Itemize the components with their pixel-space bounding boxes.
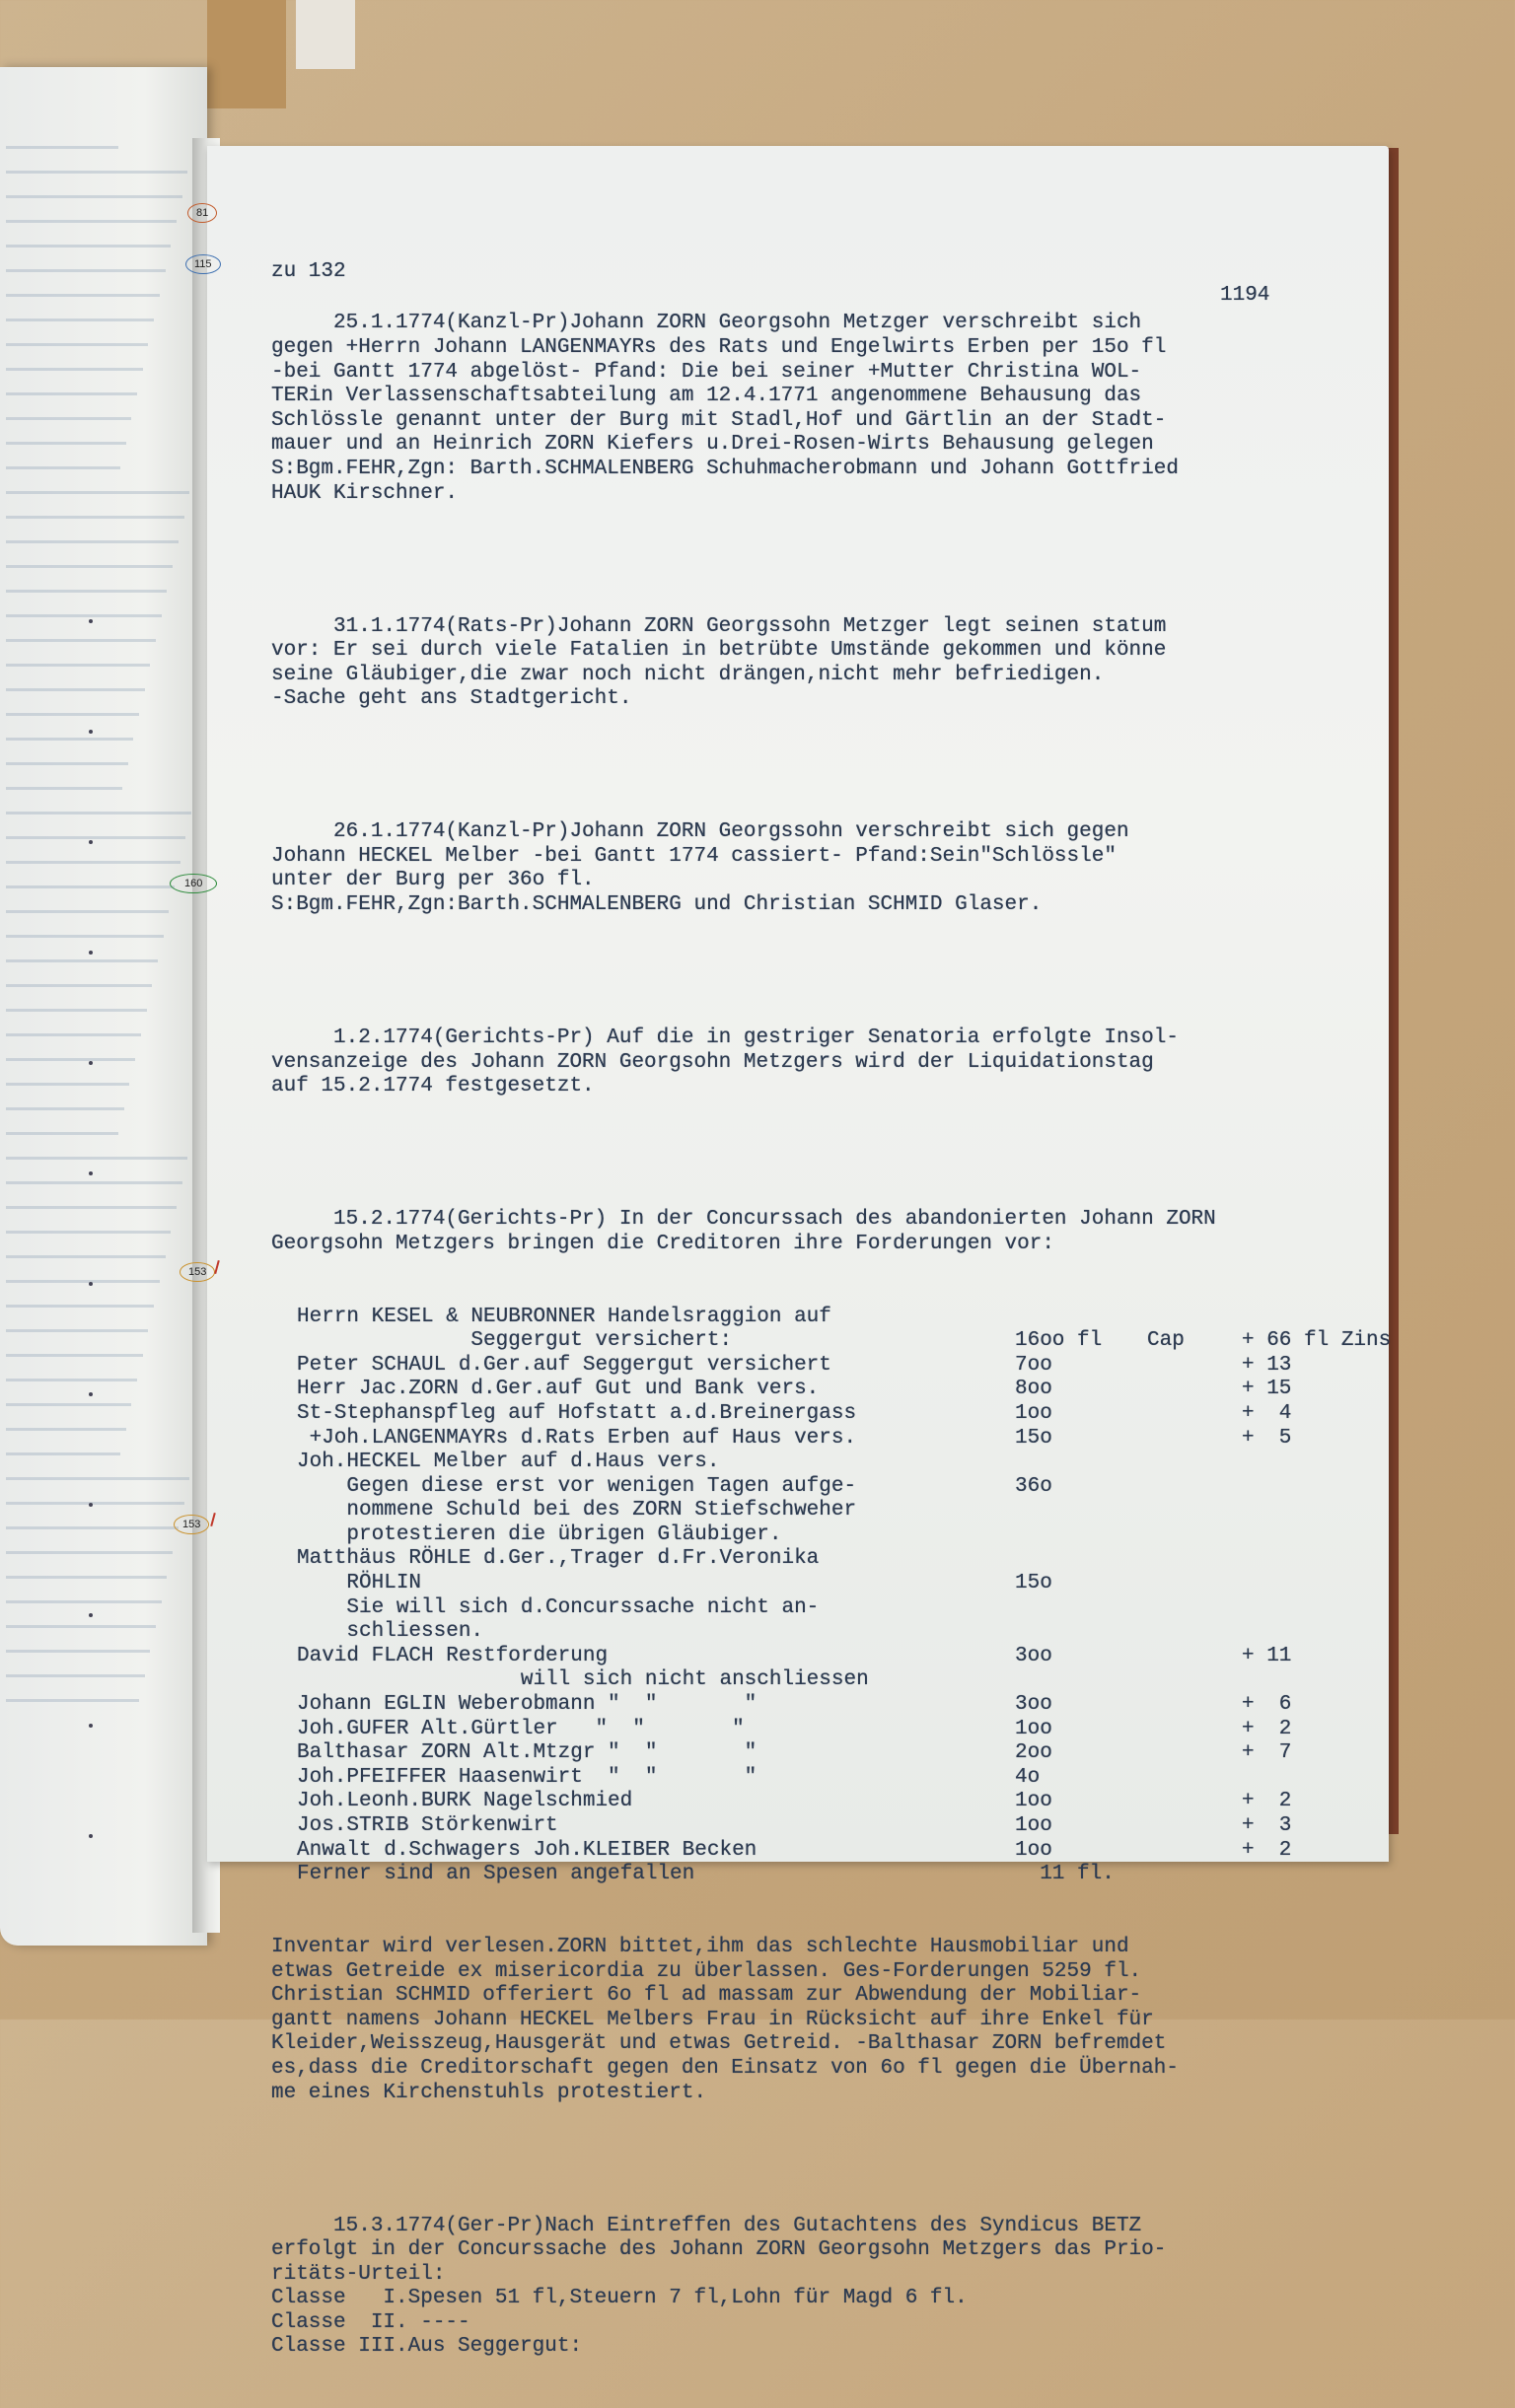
creditor-row [271, 1741, 1371, 1766]
bleed-line [6, 343, 148, 346]
creditor-description: Herr Jac.ZORN d.Ger.auf Gut und Bank vers. [297, 1378, 820, 1401]
creditor-description: +Joh.LANGENMAYRs d.Rats Erben auf Haus vers. [297, 1426, 857, 1450]
bleed-line [6, 910, 169, 913]
margin-note-153a: 153 [180, 1262, 215, 1282]
creditor-interest: + 3 [1242, 1814, 1292, 1837]
creditor-interest: + 7 [1242, 1741, 1292, 1765]
text-line: Classe III.Aus Seggergut: [271, 2335, 583, 2359]
bleed-line [6, 1502, 184, 1505]
book-tab [207, 0, 286, 108]
text-line: 25.1.1774(Kanzl-Pr)Johann ZORN Georgsohn Metzger verschreibt sich [271, 312, 1142, 335]
text-line: Georgsohn Metzgers bringen die Creditoren ihre Forderungen vor: [271, 1232, 1054, 1255]
page-header [271, 236, 1371, 308]
creditor-description: Joh.Leonh.BURK Nagelschmied [297, 1790, 633, 1813]
bleed-line [6, 935, 164, 938]
creditor-interest: + 15 [1242, 1378, 1292, 1401]
bleed-line [6, 639, 156, 642]
creditor-amount: 36o [1015, 1474, 1052, 1498]
creditor-row [271, 1668, 1371, 1693]
creditor-amount: 3oo [1015, 1644, 1052, 1667]
page-number: 1194 [1220, 284, 1270, 308]
margin-dot [89, 1613, 93, 1617]
creditor-row [271, 1354, 1371, 1379]
creditor-description: Ferner sind an Spesen angefallen [297, 1863, 695, 1886]
text-line: ritäts-Urteil: [271, 2262, 446, 2286]
creditor-amount: 3oo [1015, 1693, 1052, 1717]
bleed-line [6, 1058, 135, 1061]
bleed-line [6, 1354, 143, 1357]
creditor-amount: 1oo [1015, 1790, 1052, 1813]
creditor-row [271, 1402, 1371, 1427]
bleed-line [6, 269, 166, 272]
creditor-amount: 7oo [1015, 1353, 1052, 1377]
bleed-line [6, 466, 120, 469]
bleed-line [6, 762, 128, 765]
creditor-row [271, 1523, 1371, 1548]
bleed-line [6, 1107, 124, 1110]
text-line: S:Bgm.FEHR,Zgn:Barth.SCHMALENBERG und Christian SCHMID Glaser. [271, 893, 1043, 917]
margin-tick [210, 1513, 216, 1526]
text-line: auf 15.2.1774 festgesetzt. [271, 1075, 595, 1098]
creditor-row [271, 1572, 1371, 1596]
creditor-row [271, 1620, 1371, 1645]
text-line: Schlössle genannt unter der Burg mit Stadl,Hof und Gärtlin an der Stadt- [271, 408, 1167, 432]
bleed-line [6, 1428, 126, 1431]
bleed-line [6, 195, 182, 198]
text-line: Johann HECKEL Melber -bei Gantt 1774 cassiert- Pfand:Sein"Schlössle" [271, 844, 1117, 868]
entry-31-1-1774 [271, 615, 1371, 712]
margin-dot [89, 1061, 93, 1065]
bleed-line [6, 614, 162, 617]
text-line: -bei Gantt 1774 abgelöst- Pfand: Die bei seiner +Mutter Christina WOL- [271, 360, 1142, 384]
bleed-line [6, 540, 179, 543]
bleed-line [6, 368, 143, 371]
creditor-row [271, 1306, 1371, 1330]
bleed-line [6, 1083, 129, 1086]
creditor-interest: + 13 [1242, 1353, 1292, 1377]
entry-1-2-1774 [271, 1027, 1371, 1099]
bleed-line [6, 516, 184, 519]
creditor-row [271, 1596, 1371, 1621]
creditor-interest: + 2 [1242, 1790, 1292, 1813]
creditor-row [271, 1499, 1371, 1523]
text-line: -Sache geht ans Stadtgericht. [271, 687, 632, 711]
creditor-row [271, 1863, 1371, 1887]
creditor-cap: Cap [1147, 1329, 1185, 1353]
creditor-description: St-Stephanspfleg auf Hofstatt a.d.Breinergass [297, 1401, 857, 1425]
creditor-description: Sie will sich d.Concurssache nicht an- [297, 1595, 820, 1619]
creditor-amount: 1oo [1015, 1401, 1052, 1425]
entry-15-3-1774 [271, 2215, 1371, 2361]
text-line: unter der Burg per 36o fl. [271, 869, 595, 892]
creditor-row [271, 1790, 1371, 1814]
bleed-line [6, 738, 133, 741]
margin-dot [89, 730, 93, 734]
entry-26-1-1774 [271, 820, 1371, 917]
text-line: gantt namens Johann HECKEL Melbers Frau in Rücksicht auf ihre Enkel für [271, 2008, 1154, 2031]
creditor-description: Johann EGLIN Weberobmann " " " [297, 1693, 758, 1717]
text-line: 15.3.1774(Ger-Pr)Nach Eintreffen des Gutachtens des Syndicus BETZ [271, 2214, 1142, 2237]
creditor-description: Peter SCHAUL d.Ger.auf Seggergut versichert [297, 1353, 831, 1377]
page-reference: zu 132 [271, 259, 346, 283]
text-line: 15.2.1774(Gerichts-Pr) In der Concurssach des abandonierten Johann ZORN [271, 1208, 1216, 1232]
text-line: me eines Kirchenstuhls protestiert. [271, 2081, 707, 2104]
creditor-description: schliessen. [297, 1620, 484, 1644]
margin-note-115: 115 [185, 254, 221, 274]
creditor-row [271, 1329, 1392, 1354]
bleed-line [6, 688, 145, 691]
margin-dot [89, 1834, 93, 1838]
margin-dot [89, 619, 93, 623]
creditor-row [271, 1839, 1371, 1864]
margin-dot [89, 1171, 93, 1175]
text-line: gegen +Herrn Johann LANGENMAYRs des Rats und Engelwirts Erben per 15o fl [271, 335, 1167, 359]
creditor-interest: + 11 [1242, 1644, 1292, 1667]
bleed-line [6, 417, 131, 420]
entry-inventory [271, 1936, 1371, 2105]
bleed-line [6, 713, 139, 716]
text-line: Classe I.Spesen 51 fl,Steuern 7 fl,Lohn für Magd 6 fl. [271, 2287, 968, 2310]
bleed-line [6, 812, 191, 814]
text-line: Classe II. ---- [271, 2310, 470, 2334]
text-line: vor: Er sei durch viele Fatalien in betrübte Umstände gekommen und könne [271, 639, 1167, 663]
creditor-description: Seggergut versichert: [297, 1329, 733, 1353]
bleed-line [6, 1009, 147, 1012]
text-line: HAUK Kirschner. [271, 481, 459, 505]
creditor-row [271, 1547, 1371, 1572]
creditor-description: RÖHLIN [297, 1572, 422, 1595]
creditor-description: nommene Schuld bei des ZORN Stiefschweher [297, 1499, 857, 1523]
margin-dot [89, 1503, 93, 1507]
bleed-line [6, 319, 154, 321]
bleed-line [6, 664, 150, 667]
bleed-line [6, 1576, 167, 1579]
text-line: vensanzeige des Johann ZORN Georgsohn Metzgers wird der Liquidationstag [271, 1050, 1154, 1074]
bleed-line [6, 984, 152, 987]
bleed-line [6, 1255, 166, 1258]
text-line: 1.2.1774(Gerichts-Pr) Auf die in gestriger Senatoria erfolgte Insol- [271, 1027, 1179, 1049]
creditor-row [271, 1693, 1371, 1718]
margin-dot [89, 1724, 93, 1728]
bleed-line [6, 1625, 156, 1628]
margin-dot [89, 840, 93, 844]
bleed-line [6, 861, 180, 864]
creditor-table [271, 1305, 1392, 1887]
bleed-line [6, 1477, 189, 1480]
bleed-line [6, 959, 158, 962]
left-page-margin-dots [89, 619, 93, 1945]
creditor-description: Jos.STRIB Störkenwirt [297, 1814, 558, 1837]
creditor-description: will sich nicht anschliessen [297, 1668, 869, 1692]
creditor-amount: 16oo fl [1015, 1329, 1103, 1353]
creditor-amount: 1oo [1015, 1814, 1052, 1837]
creditor-description: Joh.GUFER Alt.Gürtler " " " [297, 1717, 745, 1740]
creditor-description: Herrn KESEL & NEUBRONNER Handelsraggion auf [297, 1305, 831, 1328]
creditor-row [271, 1427, 1371, 1452]
creditor-interest: + 4 [1242, 1401, 1292, 1425]
margin-note-153b: 153 [174, 1515, 209, 1534]
creditor-description: Matthäus RÖHLE d.Ger.,Trager d.Fr.Veronika [297, 1547, 820, 1571]
left-page-bleed-text [6, 146, 193, 1901]
text-line: etwas Getreide ex misericordia zu überlassen. Ges-Forderungen 5259 fl. [271, 1959, 1142, 1983]
margin-dot [89, 951, 93, 955]
creditor-description: Joh.HECKEL Melber auf d.Haus vers. [297, 1451, 720, 1474]
bleed-line [6, 442, 126, 445]
bleed-line [6, 1403, 131, 1406]
creditor-row [271, 1378, 1371, 1402]
creditor-interest: + 5 [1242, 1426, 1292, 1450]
bleed-line [6, 1305, 154, 1308]
bleed-line [6, 1329, 148, 1332]
bleed-line [6, 245, 171, 248]
creditor-row [271, 1814, 1371, 1839]
bleed-line [6, 294, 160, 297]
creditor-row [271, 1645, 1371, 1669]
bleed-line [6, 1699, 139, 1702]
bleed-line [6, 1452, 120, 1455]
text-line: es,dass die Creditorschaft gegen den Einsatz von 6o fl gegen die Übernah- [271, 2056, 1179, 2080]
creditor-description: Anwalt d.Schwagers Joh.KLEIBER Becken [297, 1838, 758, 1862]
creditor-interest: + 2 [1242, 1717, 1292, 1740]
bleed-line [6, 146, 118, 149]
text-line: mauer und an Heinrich ZORN Kiefers u.Drei-Rosen-Wirts Behausung gelegen [271, 433, 1154, 457]
bleed-line [6, 1157, 187, 1160]
creditor-amount: 15o [1015, 1572, 1052, 1595]
text-line: Christian SCHMID offeriert 6o fl ad massam zur Abwendung der Mobiliar- [271, 1984, 1142, 2008]
text-line: Inventar wird verlesen.ZORN bittet,ihm das schlechte Hausmobiliar und [271, 1935, 1129, 1958]
bleed-line [6, 1280, 160, 1283]
bleed-line [6, 1132, 118, 1135]
margin-dot [89, 1392, 93, 1396]
text-line: S:Bgm.FEHR,Zgn: Barth.SCHMALENBERG Schuhmacherobmann und Johann Gottfried [271, 457, 1179, 480]
bleed-line [6, 1033, 141, 1036]
bleed-line [6, 1181, 182, 1184]
text-line: TERin Verlassenschaftsabteilung am 12.4.1771 angenommene Behausung das [271, 385, 1142, 408]
creditor-row [271, 1766, 1371, 1791]
margin-dot [89, 1282, 93, 1286]
bleed-line [6, 565, 173, 568]
creditor-description: Balthasar ZORN Alt.Mtzgr " " " [297, 1741, 758, 1765]
paper-strip [296, 0, 355, 69]
bleed-line [6, 171, 187, 174]
creditor-interest: + 66 fl Zins [1242, 1329, 1392, 1353]
bleed-line [6, 590, 167, 593]
typed-document [271, 187, 1392, 2408]
bleed-line [6, 1674, 145, 1677]
text-line: 26.1.1774(Kanzl-Pr)Johann ZORN Georgssohn verschreibt sich gegen [271, 820, 1129, 844]
entry-15-2-1774 [271, 1208, 1371, 1256]
creditor-interest: + 6 [1242, 1693, 1292, 1717]
creditor-interest: + 2 [1242, 1838, 1292, 1862]
bleed-line [6, 1379, 137, 1381]
text-line: erfolgt in der Concurssache des Johann ZORN Georgsohn Metzgers das Prio- [271, 2238, 1167, 2262]
creditor-description: protestieren die übrigen Gläubiger. [297, 1523, 782, 1546]
creditor-amount: 1oo [1015, 1838, 1052, 1862]
text-line: 31.1.1774(Rats-Pr)Johann ZORN Georgssohn Metzger legt seinen statum [271, 614, 1167, 638]
left-page [0, 67, 207, 1946]
creditor-description: Gegen diese erst vor wenigen Tagen aufge- [297, 1474, 857, 1498]
creditor-description: Joh.PFEIFFER Haasenwirt " " " [297, 1765, 758, 1789]
right-page [182, 146, 1392, 2359]
creditor-amount: 11 fl. [1015, 1863, 1115, 1886]
creditor-amount: 4o [1015, 1765, 1041, 1789]
text-line: seine Gläubiger,die zwar noch nicht drängen,nicht mehr befriedigen. [271, 663, 1105, 686]
bleed-line [6, 220, 177, 223]
margin-tick [214, 1260, 220, 1274]
bleed-line [6, 836, 185, 839]
creditor-row [271, 1451, 1371, 1475]
margin-note-160: 160 [170, 874, 217, 893]
bleed-line [6, 392, 137, 395]
bleed-line [6, 787, 122, 790]
text-line: Kleider,Weisszeug,Hausgerät und etwas Getreid. -Balthasar ZORN befremdet [271, 2032, 1167, 2056]
margin-note-81: 81 [187, 203, 217, 223]
creditor-description: David FLACH Restforderung [297, 1644, 609, 1667]
bleed-line [6, 1600, 162, 1603]
creditor-row [271, 1475, 1371, 1500]
creditor-amount: 8oo [1015, 1378, 1052, 1401]
bleed-line [6, 491, 189, 494]
creditor-amount: 15o [1015, 1426, 1052, 1450]
creditor-row [271, 1718, 1371, 1742]
entry-25-1-1774 [271, 312, 1371, 506]
creditor-amount: 1oo [1015, 1717, 1052, 1740]
bleed-line [6, 1650, 150, 1653]
creditor-amount: 2oo [1015, 1741, 1052, 1765]
